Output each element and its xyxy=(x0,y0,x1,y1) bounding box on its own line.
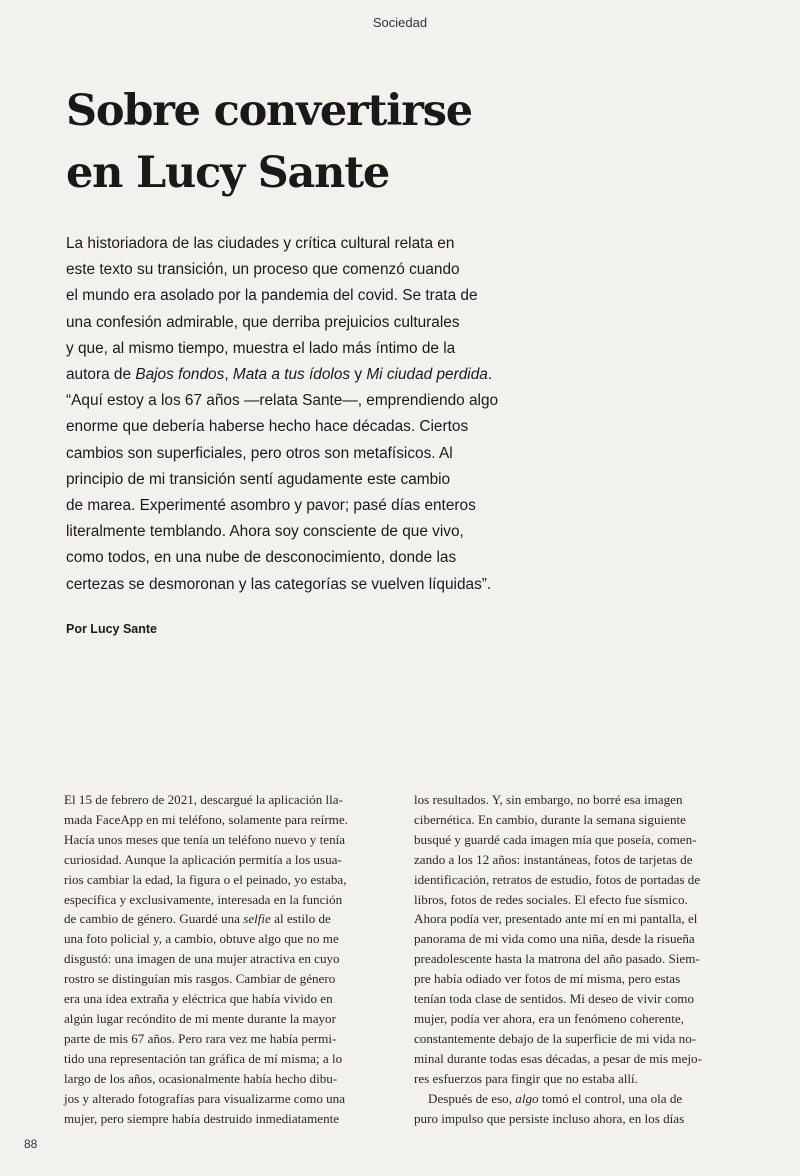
body-line: era una idea extraña y eléctrica que había vivido en xyxy=(64,991,333,1007)
body-line: identificación, retratos de estudio, fotos de portadas de xyxy=(414,871,701,887)
body-line: El 15 de febrero de 2021, descargué la aplicación lla- xyxy=(64,792,343,807)
body-line: cibernética. En cambio, durante la semana siguiente xyxy=(414,811,686,827)
body-line: Después de eso, algo tomó el control, una ola de xyxy=(428,1090,683,1106)
body-line: res esfuerzos para fingir que no estaba allí. xyxy=(414,1070,638,1086)
body-line: específica y exclusivamente, interesada en la función xyxy=(64,891,343,907)
body-line: zando a los 12 años: instantáneas, fotos de tarjetas de xyxy=(414,851,693,867)
body-line: una foto policial y, a cambio, obtuve algo que no me xyxy=(64,931,339,947)
lede-line: como todos, en una nube de desconocimiento, donde las xyxy=(66,549,457,567)
body-line: mujer, pero siempre había destruido inmediatamente xyxy=(64,1110,340,1126)
body-line: panorama de mi vida como una niña, desde la risueña xyxy=(414,931,695,947)
body-line: tido una representación tan gráfica de mí misma; a lo xyxy=(64,1050,343,1066)
body-line: constantemente debajo de la superficie de mi vida no- xyxy=(414,1030,697,1046)
lede-line: cambios son superficiales, pero otros son metafísicos. Al xyxy=(66,444,453,462)
article-lede xyxy=(66,231,706,598)
body-line: algún lugar recóndito de mi mente durante la mayor xyxy=(64,1010,336,1026)
body-line: mujer, podía ver ahora, era un fenómeno coherente, xyxy=(414,1010,684,1026)
body-line: puro impulso que persiste incluso ahora, en los días xyxy=(414,1110,685,1126)
lede-line: enorme que debería haberse hecho hace décadas. Ciertos xyxy=(66,418,469,436)
body-line: busqué y guardé cada imagen mía que poseía, comen- xyxy=(414,831,697,847)
title-line: Sobre convertirse xyxy=(66,86,472,136)
lede-line: literalmente temblando. Ahora soy consciente de que vivo, xyxy=(66,523,464,541)
lede-line: de marea. Experimenté asombro y pavor; pasé días enteros xyxy=(66,497,476,515)
lede-line: La historiadora de las ciudades y crítica cultural relata en xyxy=(66,235,455,252)
lede-line: principio de mi transición sentí agudamente este cambio xyxy=(66,470,451,488)
lede-line: certezas se desmoronan y las categorías se vuelven líquidas”. xyxy=(66,575,492,593)
body-line: rios cambiar la edad, la figura o el peinado, yo estaba, xyxy=(64,871,347,887)
body-line: Ahora podía ver, presentado ante mí en mi pantalla, el xyxy=(414,911,698,927)
lede-line: una confesión admirable, que derriba prejuicios culturales xyxy=(66,313,460,331)
lede-line: este texto su transición, un proceso que comenzó cuando xyxy=(66,261,460,279)
body-column-right xyxy=(414,790,742,1128)
body-line: mada FaceApp en mi teléfono, solamente para reírme. xyxy=(64,811,348,827)
body-line: preadolescente hasta la matrona del año pasado. Siem- xyxy=(414,951,700,967)
article-title xyxy=(66,80,626,204)
body-line: tenían toda clase de sentidos. Mi deseo de vivir como xyxy=(414,991,694,1007)
body-line: de cambio de género. Guardé una selfie al estilo de xyxy=(64,911,331,927)
body-line: pre había odiado ver fotos de mí misma, pero estas xyxy=(414,971,681,987)
body-line: parte de mis 67 años. Pero rara vez me había permi- xyxy=(64,1030,337,1046)
body-line: Hacía unos meses que tenía un teléfono nuevo y tenía xyxy=(64,831,346,847)
body-line: libros, fotos de redes sociales. El efecto fue sísmico. xyxy=(414,891,688,907)
body-line: jos y alterado fotografías para visualizarme como una xyxy=(64,1090,346,1106)
section-label: Sociedad xyxy=(372,15,428,30)
lede-line: “Aquí estoy a los 67 años —relata Sante—, emprendiendo algo xyxy=(66,392,499,410)
body-line: minal durante todas esas décadas, a pesar de mis mejo- xyxy=(414,1050,702,1066)
lede-line: el mundo era asolado por la pandemia del covid. Se trata de xyxy=(66,287,478,305)
body-line: largo de los años, ocasionalmente había hecho dibu- xyxy=(64,1070,338,1086)
lede-line: y que, al mismo tiempo, muestra el lado más íntimo de la xyxy=(66,339,456,357)
body-line: curiosidad. Aunque la aplicación permitía a los usua- xyxy=(64,851,342,867)
title-line: en Lucy Sante xyxy=(66,148,390,198)
body-column-left xyxy=(64,790,392,1128)
lede-line: autora de Bajos fondos, Mata a tus ídolos y Mi ciudad perdida. xyxy=(66,366,493,384)
body-line: los resultados. Y, sin embargo, no borré esa imagen xyxy=(414,792,683,807)
byline: Por Lucy Sante xyxy=(66,622,157,636)
body-line: rostro se distinguían mis rasgos. Cambiar de género xyxy=(64,971,336,987)
page-number: 88 xyxy=(24,1137,38,1151)
body-line: disgustó: una imagen de una mujer atractiva en cuyo xyxy=(64,951,340,967)
